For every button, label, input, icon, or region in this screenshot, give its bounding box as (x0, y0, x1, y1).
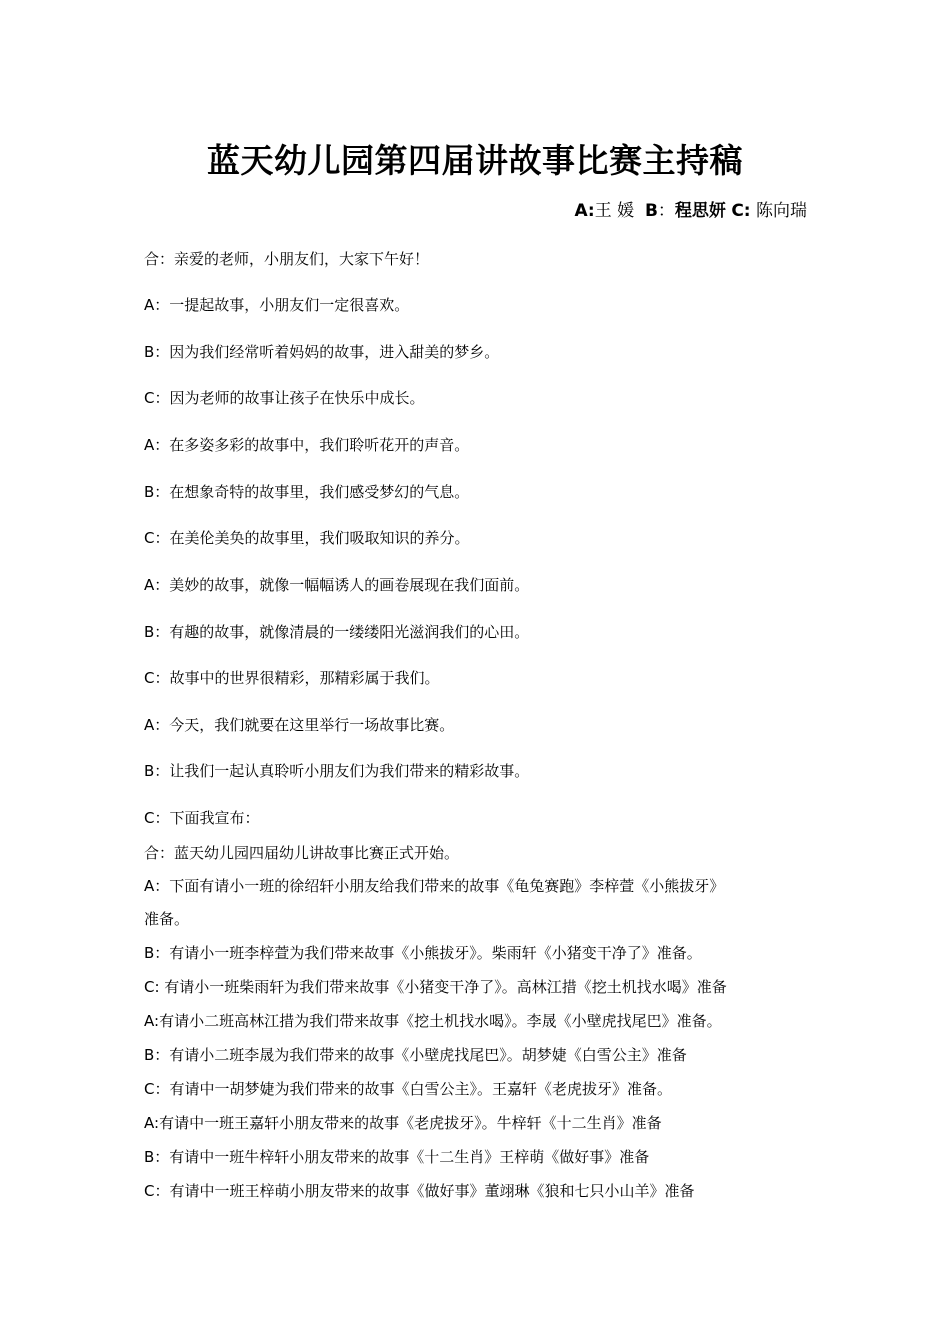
line-text: 有请小一班柴雨轩为我们带来故事《小猪变干净了》。高林江措《挖土机找水喝》准备 (159, 978, 727, 996)
line-text: ：在多姿多彩的故事中，我们聆听花开的声音。 (154, 436, 470, 454)
line-text: ：因为我们经常听着妈妈的故事，进入甜美的梦乡。 (154, 343, 500, 361)
script-line (144, 621, 529, 643)
script-line (144, 294, 409, 316)
line-text: ：今天，我们就要在这里举行一场故事比赛。 (154, 716, 455, 734)
speaker-label: C (144, 1182, 155, 1200)
speaker-label: B (144, 483, 155, 501)
speaker-label: A (144, 576, 155, 594)
host-c-name: 陈向瑞 (756, 201, 807, 221)
speaker-label: C (144, 669, 155, 687)
script-line (144, 481, 469, 503)
line-text: ：有请小一班李梓萱为我们带来故事《小熊拔牙》。柴雨轩《小猪变干净了》准备。 (154, 944, 702, 962)
script-line (144, 942, 702, 964)
line-text: ：在想象奇特的故事里，我们感受梦幻的气息。 (154, 483, 470, 501)
script-line (144, 976, 727, 998)
script-line (144, 248, 429, 270)
speaker-label: A (144, 296, 155, 314)
script-line-continuation (144, 908, 189, 930)
script-line (144, 714, 454, 736)
line-text: ：有请中一胡梦婕为我们带来的故事《白雪公主》。王嘉轩《老虎拔牙》准备。 (154, 1080, 672, 1098)
script-line (144, 1180, 695, 1202)
line-text: ：下面有请小一班的徐绍轩小朋友给我们带来的故事《龟兔赛跑》李梓萱《小熊拔牙》 (154, 877, 725, 895)
script-line (144, 667, 440, 689)
speaker-label: B (144, 623, 155, 641)
speaker-label: B (144, 343, 155, 361)
speaker-label: B (144, 944, 155, 962)
line-text: ：有请中一班王梓萌小朋友带来的故事《做好事》董翊琳《狼和七只小山羊》准备 (154, 1182, 695, 1200)
script-line (144, 574, 529, 596)
speaker-label: 合 (144, 844, 160, 862)
line-text: ：因为老师的故事让孩子在快乐中成长。 (154, 389, 425, 407)
host-b-tag: B (644, 201, 658, 221)
host-b-sep: ： (657, 201, 675, 221)
speaker-label: C (144, 809, 155, 827)
speaker-label: B (144, 762, 155, 780)
speaker-label: C (144, 529, 155, 547)
line-text: ：蓝天幼儿园四届幼儿讲故事比赛正式开始。 (159, 844, 460, 862)
script-line (144, 1112, 662, 1134)
line-text: ：美妙的故事，就像一幅幅诱人的画卷展现在我们面前。 (154, 576, 530, 594)
script-line (144, 760, 529, 782)
script-line (144, 434, 469, 456)
script-line (144, 1010, 722, 1032)
speaker-label: B (144, 1046, 155, 1064)
script-line (144, 1146, 649, 1168)
host-a-tag: A: (574, 201, 595, 221)
host-b-name: 程思妍 (674, 201, 726, 221)
host-c-tag: C: (731, 201, 751, 221)
line-text: 有请中一班王嘉轩小朋友带来的故事《老虎拔牙》。牛梓轩《十二生肖》准备 (159, 1114, 662, 1132)
speaker-label: B (144, 1148, 155, 1166)
line-text: ：让我们一起认真聆听小朋友们为我们带来的精彩故事。 (154, 762, 530, 780)
script-line (144, 807, 260, 829)
hosts-line (574, 198, 807, 224)
speaker-label: C: (144, 978, 160, 996)
line-text: ：在美伦美奂的故事里，我们吸取知识的养分。 (154, 529, 470, 547)
script-line (144, 387, 425, 409)
line-text: ：故事中的世界很精彩，那精彩属于我们。 (154, 669, 440, 687)
line-text: 有请小二班高林江措为我们带来故事《挖土机找水喝》。李晟《小壁虎找尾巴》准备。 (159, 1012, 722, 1030)
line-text: ：亲爱的老师，小朋友们，大家下午好！ (159, 250, 430, 268)
line-text: ：有趣的故事，就像清晨的一缕缕阳光滋润我们的心田。 (154, 623, 530, 641)
line-text: ：一提起故事，小朋友们一定很喜欢。 (154, 296, 410, 314)
script-line (144, 875, 724, 897)
speaker-label: A: (144, 1012, 160, 1030)
speaker-label: A (144, 716, 155, 734)
document-title: 蓝天幼儿园第四届讲故事比赛主持稿 (207, 141, 743, 180)
line-text: ：下面我宣布： (154, 809, 260, 827)
line-text: ：有请小二班李晟为我们带来的故事《小壁虎找尾巴》。胡梦婕《白雪公主》准备 (154, 1046, 687, 1064)
speaker-label: C (144, 1080, 155, 1098)
speaker-label: A: (144, 1114, 160, 1132)
speaker-label: A (144, 436, 155, 454)
script-line (144, 1078, 672, 1100)
speaker-label: A (144, 877, 155, 895)
line-text: 准备。 (144, 910, 190, 928)
script-line (144, 1044, 687, 1066)
line-text: ：有请中一班牛梓轩小朋友带来的故事《十二生肖》王梓萌《做好事》准备 (154, 1148, 650, 1166)
speaker-label: C (144, 389, 155, 407)
script-line (144, 527, 470, 549)
script-line (144, 341, 499, 363)
script-line (144, 842, 459, 864)
host-a-name: 王 媛 (594, 201, 635, 221)
speaker-label: 合 (144, 250, 160, 268)
